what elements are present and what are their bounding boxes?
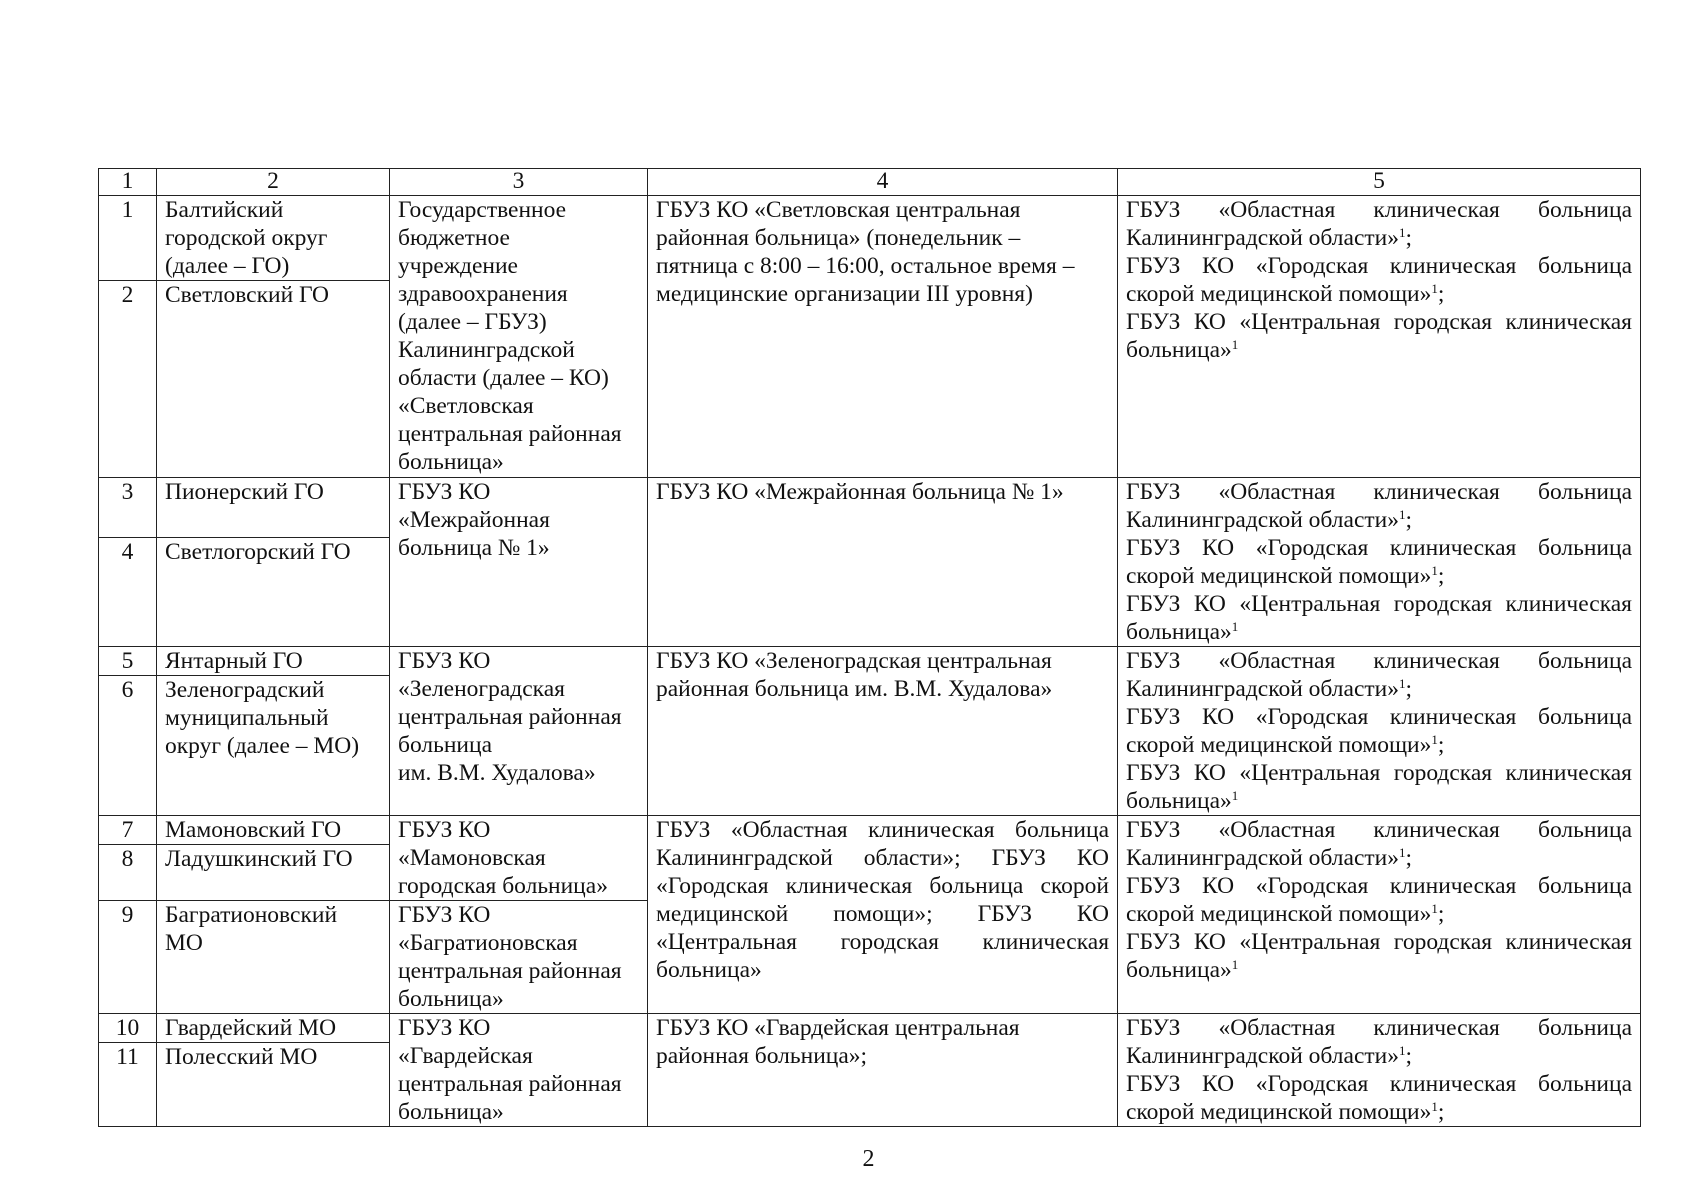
entry-punctuation: ; bbox=[1405, 845, 1413, 871]
hospital-name: ГБУЗ КО «Городская клиническая больница скорой медицинской помощи» bbox=[1126, 535, 1632, 589]
footnote-marker: 1 bbox=[1398, 507, 1406, 522]
text-line: Балтийский bbox=[165, 197, 284, 223]
hospital-entry bbox=[1126, 534, 1632, 590]
entry-punctuation: ; bbox=[1437, 281, 1445, 307]
footnote-marker: 1 bbox=[1431, 1099, 1438, 1114]
text-line: области (далее – КО) bbox=[398, 365, 609, 391]
text-line: районная больница им. В.М. Худалова» bbox=[656, 676, 1053, 702]
hospital-entry bbox=[1126, 816, 1632, 872]
entry-punctuation: ; bbox=[1437, 1099, 1445, 1125]
routing-table bbox=[98, 168, 1641, 1127]
hospital-name: ГБУЗ «Областная клиническая больница Калининградской области» bbox=[1126, 479, 1632, 533]
column-number: 3 bbox=[390, 169, 648, 196]
text-line: ГБУЗ КО bbox=[398, 479, 491, 505]
text-line: МО bbox=[165, 930, 203, 956]
table-row bbox=[99, 478, 1641, 538]
district-cell bbox=[157, 478, 390, 538]
column-number: 4 bbox=[648, 169, 1118, 196]
text-line: больница № 1» bbox=[398, 535, 550, 561]
text-line: центральная районная bbox=[398, 421, 622, 447]
footnote-marker: 1 bbox=[1431, 563, 1438, 578]
hospital-name: ГБУЗ КО «Центральная городская клиническая больница» bbox=[1126, 760, 1632, 814]
hospital-entry bbox=[1126, 252, 1632, 308]
hospital-entry bbox=[1126, 590, 1632, 646]
text-line: (далее – ГО) bbox=[165, 253, 290, 279]
table-row bbox=[99, 816, 1641, 845]
text-line: (далее – ГБУЗ) bbox=[398, 309, 547, 335]
hospital-name: ГБУЗ «Областная клиническая больница Калининградской области» bbox=[1126, 1015, 1632, 1069]
text-line: «Зеленоградская bbox=[398, 676, 565, 702]
district-cell bbox=[157, 676, 390, 816]
entry-punctuation: ; bbox=[1405, 676, 1413, 702]
hospital-name: ГБУЗ КО «Городская клиническая больница скорой медицинской помощи» bbox=[1126, 1071, 1632, 1125]
hospital-entry bbox=[1126, 872, 1632, 928]
text-line: больница» bbox=[398, 986, 504, 1012]
row-number: 5 bbox=[99, 647, 157, 676]
table-row bbox=[99, 196, 1641, 281]
text-line: больница» bbox=[398, 449, 504, 475]
facility-cell bbox=[390, 1014, 648, 1127]
table-row bbox=[99, 647, 1641, 676]
text-line: «Мамоновская bbox=[398, 845, 546, 871]
text-line: больница bbox=[398, 732, 492, 758]
footnote-marker: 1 bbox=[1398, 845, 1406, 860]
text-line: «Гвардейская bbox=[398, 1043, 533, 1069]
text-line: Калининградской bbox=[398, 337, 575, 363]
column-number: 5 bbox=[1118, 169, 1641, 196]
district-cell bbox=[157, 901, 390, 1014]
hospital-entry bbox=[1126, 1070, 1632, 1126]
text-line: Мамоновский ГО bbox=[165, 817, 342, 843]
text-line: ГБУЗ КО «Зеленоградская центральная bbox=[656, 648, 1052, 674]
row-number: 1 bbox=[99, 196, 157, 281]
text-line: им. В.М. Худалова» bbox=[398, 760, 596, 786]
hospital-name: ГБУЗ КО «Городская клиническая больница скорой медицинской помощи» bbox=[1126, 873, 1632, 927]
text-line: ГБУЗ КО «Гвардейская центральная bbox=[656, 1015, 1020, 1041]
level3-cell bbox=[1118, 196, 1641, 478]
level2-cell bbox=[648, 647, 1118, 816]
page-number: 2 bbox=[862, 1146, 875, 1172]
text-line: «Светловская bbox=[398, 393, 534, 419]
district-cell bbox=[157, 1043, 390, 1127]
text-line: районная больница» (понедельник – bbox=[656, 225, 1021, 251]
footnote-marker: 1 bbox=[1231, 957, 1239, 972]
row-number: 6 bbox=[99, 676, 157, 816]
district-cell bbox=[157, 1014, 390, 1043]
level2-cell bbox=[648, 196, 1118, 478]
text-line: Зеленоградский bbox=[165, 677, 325, 703]
footnote-marker: 1 bbox=[1431, 901, 1438, 916]
district-cell bbox=[157, 196, 390, 281]
facility-cell bbox=[390, 196, 648, 478]
column-number: 1 bbox=[99, 169, 157, 196]
text-line: округ (далее – МО) bbox=[165, 733, 360, 759]
entry-punctuation: ; bbox=[1437, 563, 1445, 589]
facility-cell bbox=[390, 478, 648, 647]
column-number-row bbox=[99, 169, 1641, 196]
footnote-marker: 1 bbox=[1398, 676, 1406, 691]
facility-cell bbox=[390, 816, 648, 901]
text-line: ГБУЗ КО «Светловская центральная bbox=[656, 197, 1021, 223]
text-line: бюджетное bbox=[398, 225, 510, 251]
hospital-name: ГБУЗ КО «Городская клиническая больница скорой медицинской помощи» bbox=[1126, 253, 1632, 307]
text-line: городской округ bbox=[165, 225, 328, 251]
text-line: «Багратионовская bbox=[398, 930, 578, 956]
text-line: медицинские организации III уровня) bbox=[656, 281, 1033, 307]
text-line: городская больница» bbox=[398, 873, 608, 899]
hospital-entry bbox=[1126, 478, 1632, 534]
footnote-marker: 1 bbox=[1398, 1043, 1406, 1058]
district-cell bbox=[157, 816, 390, 845]
text-line: Государственное bbox=[398, 197, 567, 223]
text-line: «Межрайонная bbox=[398, 507, 550, 533]
level3-cell bbox=[1118, 647, 1641, 816]
text-line: центральная районная bbox=[398, 1071, 622, 1097]
text-line: центральная районная bbox=[398, 958, 622, 984]
text-line: учреждение bbox=[398, 253, 518, 279]
level2-cell bbox=[648, 478, 1118, 647]
footnote-marker: 1 bbox=[1431, 732, 1438, 747]
level3-cell bbox=[1118, 1014, 1641, 1127]
district-cell bbox=[157, 647, 390, 676]
entry-punctuation: ; bbox=[1405, 1043, 1413, 1069]
level2-cell: ГБУЗ «Областная клиническая больница Калининградской области»; ГБУЗ КО «Городская клиническая больница скорой медицинской помощи»; ГБУЗ КО «Центральная городская клиническая больница» bbox=[648, 816, 1118, 1014]
district-cell bbox=[157, 537, 390, 646]
level2-cell bbox=[648, 1014, 1118, 1127]
row-number: 2 bbox=[99, 281, 157, 478]
hospital-entry bbox=[1126, 308, 1632, 364]
text-line: муниципальный bbox=[165, 705, 329, 731]
hospital-entry bbox=[1126, 1014, 1632, 1070]
text-line: Ладушкинский ГО bbox=[165, 846, 353, 872]
entry-punctuation: ; bbox=[1405, 225, 1413, 251]
hospital-name: ГБУЗ «Областная клиническая больница Калининградской области» bbox=[1126, 648, 1632, 702]
text-line: Гвардейский МО bbox=[165, 1015, 337, 1041]
row-number: 7 bbox=[99, 816, 157, 845]
hospital-entry bbox=[1126, 759, 1632, 815]
row-number: 4 bbox=[99, 537, 157, 646]
text-line: Багратионовский bbox=[165, 902, 338, 928]
district-cell bbox=[157, 845, 390, 901]
hospital-entry bbox=[1126, 647, 1632, 703]
row-number: 3 bbox=[99, 478, 157, 538]
facility-cell bbox=[390, 647, 648, 816]
entry-punctuation: ; bbox=[1437, 901, 1445, 927]
footnote-marker: 1 bbox=[1398, 225, 1406, 240]
text-line: центральная районная bbox=[398, 704, 622, 730]
hospital-entry bbox=[1126, 196, 1632, 252]
footnote-marker: 1 bbox=[1231, 619, 1239, 634]
district-cell bbox=[157, 281, 390, 478]
row-number: 8 bbox=[99, 845, 157, 901]
hospital-entry bbox=[1126, 703, 1632, 759]
hospital-name: ГБУЗ «Областная клиническая больница Калининградской области» bbox=[1126, 197, 1632, 251]
text-line: Пионерский ГО bbox=[165, 479, 324, 505]
level3-cell bbox=[1118, 816, 1641, 1014]
hospital-name: ГБУЗ КО «Центральная городская клиническая больница» bbox=[1126, 309, 1632, 363]
hospital-entry bbox=[1126, 928, 1632, 984]
text-line: ГБУЗ КО bbox=[398, 648, 491, 674]
level3-cell bbox=[1118, 478, 1641, 647]
text-line: Светлогорский ГО bbox=[165, 538, 351, 565]
hospital-name: ГБУЗ КО «Центральная городская клиническая больница» bbox=[1126, 591, 1632, 645]
text-line: ГБУЗ КО bbox=[398, 902, 491, 928]
text-line: ГБУЗ КО bbox=[398, 1015, 491, 1041]
entry-punctuation: ; bbox=[1405, 507, 1413, 533]
table-row bbox=[99, 1014, 1641, 1043]
entry-punctuation: ; bbox=[1437, 732, 1445, 758]
text-line: Янтарный ГО bbox=[165, 648, 303, 674]
column-number: 2 bbox=[157, 169, 390, 196]
text-line: ГБУЗ КО bbox=[398, 817, 491, 843]
text-line: районная больница»; bbox=[656, 1043, 868, 1069]
hospital-name: ГБУЗ КО «Центральная городская клиническая больница» bbox=[1126, 929, 1632, 983]
text-line: Полесский МО bbox=[165, 1044, 318, 1070]
facility-cell bbox=[390, 901, 648, 1014]
row-number: 11 bbox=[99, 1043, 157, 1127]
text-line: ГБУЗ КО «Межрайонная больница № 1» bbox=[656, 479, 1064, 505]
footnote-marker: 1 bbox=[1431, 281, 1438, 296]
text-line: пятница с 8:00 – 16:00, остальное время – bbox=[656, 253, 1075, 279]
row-number: 10 bbox=[99, 1014, 157, 1043]
text-line: Светловский ГО bbox=[165, 282, 330, 308]
row-number: 9 bbox=[99, 901, 157, 1014]
footnote-marker: 1 bbox=[1231, 788, 1239, 803]
hospital-name: ГБУЗ КО «Городская клиническая больница скорой медицинской помощи» bbox=[1126, 704, 1632, 758]
footnote-marker: 1 bbox=[1231, 337, 1239, 352]
text-line: больница» bbox=[398, 1099, 504, 1125]
text-line: здравоохранения bbox=[398, 281, 568, 307]
hospital-name: ГБУЗ «Областная клиническая больница Калининградской области» bbox=[1126, 817, 1632, 871]
